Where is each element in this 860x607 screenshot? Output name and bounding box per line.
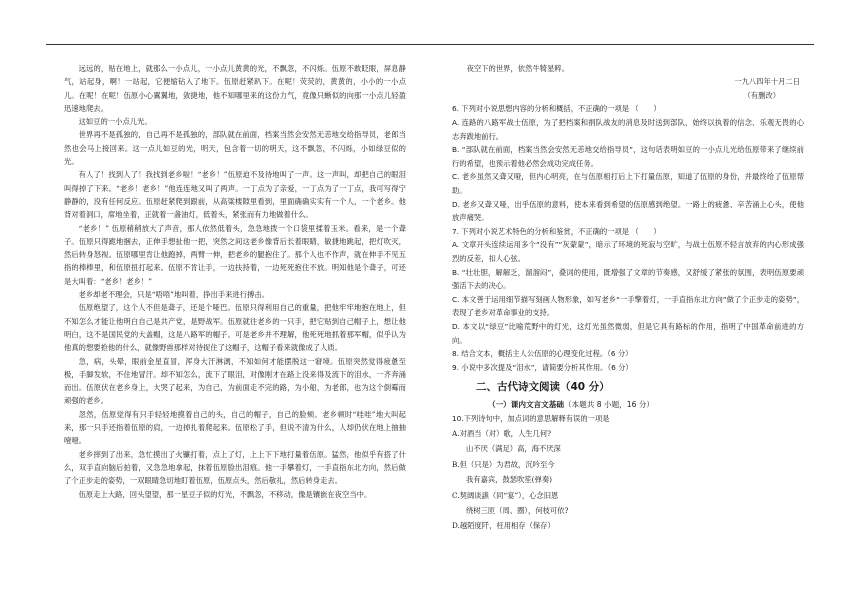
question-10-option-c-line2: 绕树三匝（周、圈），何枝可依? — [466, 505, 569, 515]
story-paragraph: 老乡却老不理会，只是“唔唔”地叫着，挣出手来进行搏击。 — [78, 290, 270, 300]
question-7-option: B. “壮壮胆，解解乏，溜溜闷”，叠词的使用，既增强了文章的节奏感，又舒缓了紧张的氛围，表明伍原要顽强活下去的决心。 — [452, 267, 804, 291]
story-paragraph: 远远的，贴在地上，就那么一小点儿，一小点儿黄黄的光，不飘忽，不闪烁。伍原不敢眨眼，屏息静气，站起身，啊！一站起，它便缩钻入了地下。伍原赶紧趴下。在呢！荧荧的，黄黄的，小小的一小点儿。在呢！在呢！伍原小心翼翼地，敛捷地，他不知哪里来的这份力气，竟像只蜥似的向那一小点儿轻盈迅速地爬去。 — [64, 64, 406, 113]
question-6-stem: 6. 下列对小说思想内容的分析和概括，不正确的一项是 （ ） — [452, 104, 661, 114]
question-10-option-d: D.越陌度阡，枉用相存（保存） — [452, 521, 555, 531]
question-8: 8. 结合文本，概括主人公伍原的心理变化过程。（6 分） — [452, 349, 633, 359]
question-6-option: D. 老乡又聋又哑，出乎伍原的意料，使本来看到希望的伍原感到绝望。一路上的疲惫、辛苦涌上心头，使他放声痛哭。 — [452, 199, 804, 223]
story-ending: 夜空下的世界，依然牛犄星粹。 — [466, 64, 570, 73]
question-9: 9. 小说中多次提及“泪水”，请简要分析其作用。（6 分） — [452, 362, 633, 372]
left-column — [64, 62, 406, 501]
subsection-title-bold: （一）课内文言文基础 — [488, 400, 564, 410]
story-paragraph: 老乡摔到了出来，急忙摸出了火镰打着，点上了灯，上上下下地打量着伍原。猛然，他似乎有搭了什么，双手直向脑后拍着，又急急地拿起，抹着伍原脸出泪痕。他一手攀着灯，一手直指东北方向，然后做了个正步走的姿势，一双眼睛急切地盯着伍原，伍原点头，然后敬礼，然后转身走去。 — [64, 449, 406, 486]
question-7-stem: 7. 下列对小说艺术特色的分析和鉴赏，不正确的一项是 （ ） — [452, 226, 661, 236]
story-paragraph: “老乡！” 伍原稍稍放大了声音，那人依然低着头，急急地拨一个口袋里揉着玉米。看来，是一个聋子。伍原只得跪地捆去，正伸手想扯他一把，突然之间这老乡像背后长着眼睛，敏捷地跳起，把灯吹灭，然后转身怒视。伍原哪里肯让他跑掉，两臂一伸，把老乡的腿抱住了。那个人也不作声，就在伸手不见五指的棒棒里，和伍原扭打起来。伍原不肯让手，一边扶持着，一边死死抱住不放。明知他是个聋子，可还是大叫着：“老乡！老乡！” — [64, 223, 406, 286]
question-6-option: A. 连路的八路军战士伍原，为了把档案和捐队战友的消息及时送到部队，始终以执着的信念、乐观无畏的心志奔跋地前行。 — [452, 118, 804, 141]
story-paragraph: 世界再不是孤独的，自己再不是孤独的，部队就在前面，档案当然会安然无恙地交给指导员，老郎当然也会马上接回来。这一点儿如豆的光，明天，包含着一切的明天，这不飘忽，不闪烁，小如绿豆似的光。 — [64, 130, 406, 167]
story-paragraph: 伍原走上大路，回头望望，那一星豆子似的灯光，不飘忽，不移动，像是镶嵌在夜空当中。 — [78, 489, 372, 499]
question-6-option: C. 老乡虽然又聋又哑，但内心明亮，在与伍原相打后上下打量伍原，知道了伍原的身份，并最终给了伍原帮助。 — [452, 172, 804, 196]
question-10-option-c: C.契阔谈讌（同“宴”），心念旧恩 — [452, 490, 559, 500]
story-date: 一九八四年十月二日 — [734, 77, 800, 87]
question-10-option-a: A.对酒当（对）歌，人生几何? — [452, 428, 552, 438]
question-7-option: D. 本文以“绿豆”比喻荒野中的灯光，这灯光虽然微弱，但是它具有路标的作用，指明了中国革命前进的方向。 — [452, 321, 804, 345]
subsection-title-note: （本题共 8 小题，16 分） — [563, 400, 655, 410]
section-title: 二、古代诗文阅读（40 分） — [476, 381, 610, 394]
question-7-option: A. 文章开头连续运用多个“没有”“灰蒙蒙”，暗示了环境的死寂与空旷，与战士伍原不轻言放弃的内心形成强烈的反差，扣人心弦。 — [452, 240, 804, 264]
story-paragraph: 急，病，头晕，眼前金星直冒，浑身大汗淋漓，不知如何才能摆脱这一窘境。伍原突然觉得疲惫至极，手脚发软，不住地冒汗。却不知怎么，流下了眼泪，对像刚才在路上没来得及流下的泪水，一齐奔涌而出。伍原伏在老乡身上，大哭了起来，为自己，为前面走不完的路，为小船，为老郎，也为这个倒霉而顽强的老乡。 — [64, 356, 406, 406]
subsection-title — [488, 398, 804, 412]
question-10-option-a-line2: 山不厌（满足）高，海不厌深 — [466, 444, 561, 454]
question-7-option: C. 本文善于运用细节描写刻画人物形象，如写老乡“一手擎着灯，一手直指东北方向”做了个正步走的姿势”，表现了老乡对革命事业的支持。 — [452, 294, 804, 318]
question-10-option-b: B.但（只是）为君故，沉吟至今 — [452, 459, 555, 469]
source-note: （有删改） — [743, 90, 780, 100]
question-6-option: B. “部队就在前面，档案当然会安然无恙地交给指导员”，这句话表明如豆的一小点儿光给伍原带来了继续前行的希望，也预示着他必然会成功完成任务。 — [452, 145, 804, 168]
top-rule — [46, 44, 814, 45]
story-paragraph: 这如豆的一小点儿光。 — [78, 117, 152, 127]
right-column — [452, 62, 804, 534]
story-paragraph: 忽然，伍原觉得有只手轻轻地摸着自己的头，自己的帽子，自己的脸颊。老乡顿时“哇哇”地大叫起来，那一只手还指着伍原的肩，一边掉扎着爬起来。伍原松了手，但说不清为什么，人却仍伏在地上抽抽噎噎。 — [64, 409, 406, 446]
story-paragraph: 有人了！找到人了！我找到老乡啦！“老乡！”伍原迫不及待地叫了一声。这一声叫，却把自己的眼泪叫得掉了下来。“老乡！老乡！”他连连地又叫了两声。一丁点为了亲爱，一丁点为了一丁点，我可写得宁静静的，没有任何反应。伍原赶紧爬到跟前，从高粱楼隙里看到，里面确确实实有一个人，一个老乡。他背对着洞口，席地坐着，正就着一盏油灯，低着头，紧张而有力地做着什么。 — [64, 170, 406, 220]
story-paragraph: 伍原绝望了，这个人不但是聋子，还是个哑巴。伍原只得利用自己的重量，把他牢牢地抱在地上，但不知怎么才能让他明白自己是共产党，是野战军。伍原就往老乡的一只手，把它贴到自己帽子上，想让他明白，这不是国民党的大盖帽，这是八路军的帽子。可是老乡并不理解，他死死地抓着那军帽，似乎认为他真的想要抢他的什么，就像野兽那样对待捉住了这帽子，这帽子看来就像成了人质。 — [64, 303, 406, 353]
question-10-stem: 10.下列诗句中，加点词的意思解释有误的一项是 — [452, 414, 610, 424]
question-10-option-b-line2: 我有嘉宾，鼓瑟吹笙(弹奏) — [466, 475, 552, 485]
